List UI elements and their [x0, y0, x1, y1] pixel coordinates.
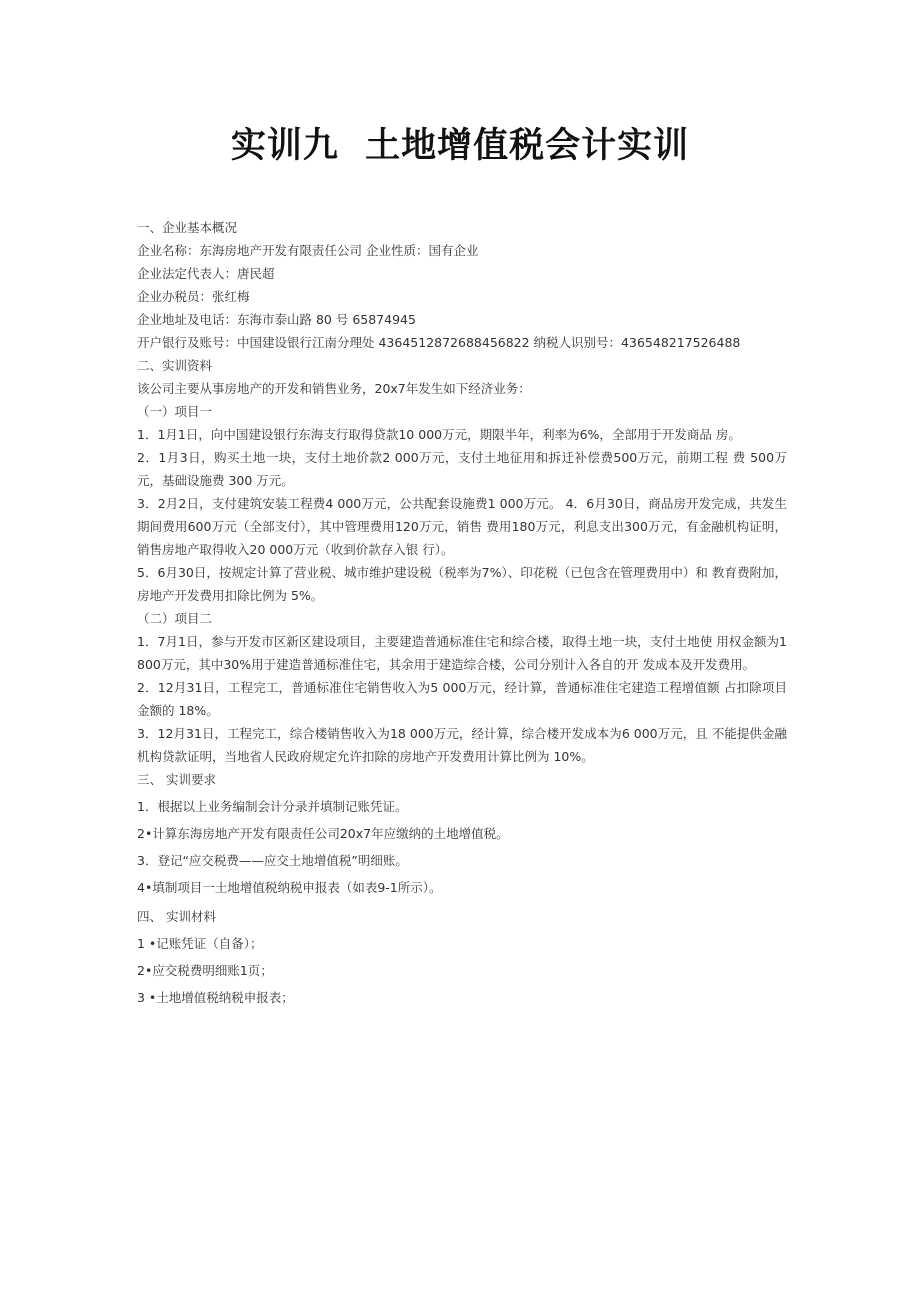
supply-item-3: 3 •土地增值税纳税申报表； [137, 990, 294, 1005]
document-title: 实训九 土地增值税会计实训 [230, 125, 690, 166]
bank-line: 开户银行及账号：中国建设银行江南分理处 4364512872688456822 纳税人识别号：436548217526488 [137, 335, 741, 350]
project1-item-1: 1．1月1日，向中国建设银行东海支行取得贷款10 000万元，期限半年，利率为6%，全部用于开发商品 房。 [137, 427, 741, 442]
project1-item-2: 2．1月3日，购买土地一块，支付土地价款2 000万元，支付土地征用和拆迁补偿费500万元，前期工程 费 500万元，基础设施费 300 万元。 [137, 450, 787, 488]
project2-item-1: 1．7月1日，参与开发市区新区建设项目，主要建造普通标准住宅和综合楼，取得土地一块，支付土地使 用权金额为1 800万元，其中30%用于建造普通标准住宅，其余用于建造综合楼，公司分别计入各自的开 发成本及开发费用。 [137, 634, 787, 672]
project1-item-5: 5．6月30日，按规定计算了营业税、城市维护建设税（税率为7%）、印花税（已包含在管理费用中）和 教育费附加，房地产开发费用扣除比例为 5%。 [137, 565, 787, 603]
requirement-item-2: 2•计算东海房地产开发有限责任公司20x7年应缴纳的土地增值税。 [137, 826, 509, 841]
requirement-item-3: 3．登记“应交税费——应交土地增值税”明细账。 [137, 853, 408, 868]
supply-item-2: 2•应交税费明细账1页； [137, 963, 273, 978]
section-heading-supplies: 四、 实训材料 [137, 909, 216, 924]
project2-item-2: 2．12月31日，工程完工，普通标准住宅销售收入为5 000万元，经计算，普通标准住宅建造工程增值额 占扣除项目金额的 18%。 [137, 680, 787, 718]
company-name-line: 企业名称：东海房地产开发有限责任公司 企业性质：国有企业 [137, 243, 479, 258]
section-heading-requirements: 三、 实训要求 [137, 772, 216, 787]
supply-item-1: 1 •记账凭证（自备）； [137, 936, 263, 951]
materials-intro: 该公司主要从事房地产的开发和销售业务，20x7年发生如下经济业务： [137, 381, 531, 396]
requirement-item-1: 1．根据以上业务编制会计分录并填制记账凭证。 [137, 799, 408, 814]
tax-clerk-line: 企业办税员：张红梅 [137, 289, 250, 304]
section-heading-materials: 二、实训资料 [137, 358, 213, 373]
project2-heading: （二）项目二 [137, 611, 213, 626]
requirement-item-4: 4•填制项目一土地增值税纳税申报表（如表9-1所示）。 [137, 880, 442, 895]
document-body [137, 216, 787, 1009]
section-heading-basic: 一、企业基本概况 [137, 220, 238, 235]
project1-item-3-4: 3．2月2日，支付建筑安装工程费4 000万元，公共配套设施费1 000万元。 4．6月30日，商品房开发完成，共发生期间费用600万元（全部支付），其中管理费用120万元，销售 费用180万元，利息支出300万元，有金融机构证明，销售房地产取得收入20 000万元（收到价款存入银 行）。 [137, 496, 787, 557]
project1-heading: （一）项目一 [137, 404, 213, 419]
address-line: 企业地址及电话：东海市泰山路 80 号 65874945 [137, 312, 416, 327]
project2-item-3: 3．12月31日，工程完工，综合楼销售收入为18 000万元，经计算，综合楼开发成本为6 000万元，且 不能提供金融机构贷款证明，当地省人民政府规定允许扣除的房地产开发费用计算比例为 10%。 [137, 726, 787, 764]
legal-rep-line: 企业法定代表人：唐民超 [137, 266, 275, 281]
